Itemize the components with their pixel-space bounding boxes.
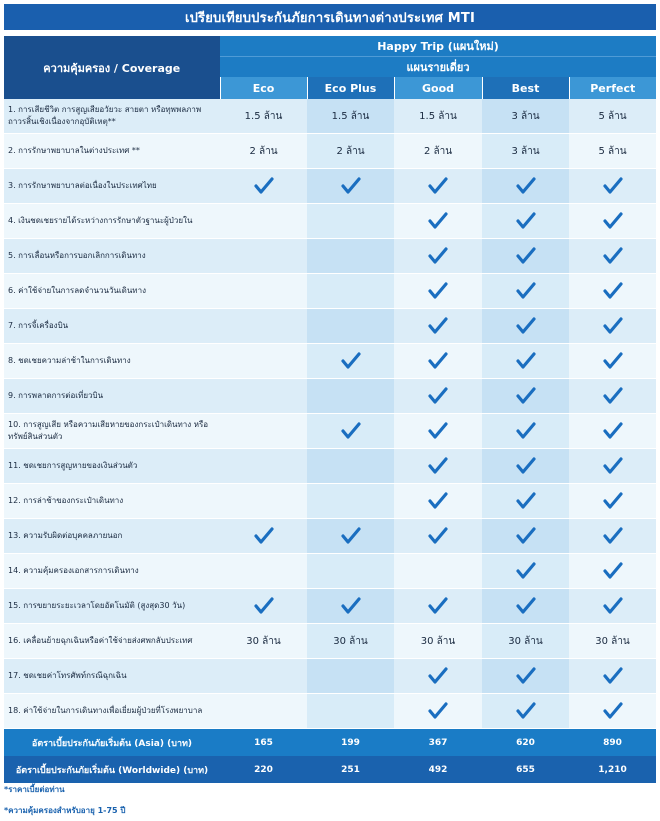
checkmark-icon (394, 344, 482, 379)
coverage-label: 10. การสูญเสีย หรือความเสียหายของกระเป๋าเดินทาง หรือทรัพย์สินส่วนตัว (4, 414, 220, 449)
footnote-age: *ความคุ้มครองสำหรับอายุ 1-75 ปี (4, 806, 126, 815)
coverage-label: 11. ชดเชยการสูญหายของเงินส่วนตัว (4, 449, 220, 484)
coverage-value (307, 239, 394, 274)
coverage-label: 2. การรักษาพยาบาลในต่างประเทศ ** (4, 134, 220, 169)
table-row (4, 519, 656, 554)
checkmark-icon (307, 589, 394, 624)
checkmark-icon (482, 169, 569, 204)
table-row (4, 624, 656, 659)
coverage-value (220, 414, 307, 449)
coverage-value (394, 554, 482, 589)
checkmark-icon (394, 274, 482, 309)
coverage-label: 18. ค่าใช้จ่ายในการเดินทางเพื่อเยี่ยมผู้ป่วยที่โรงพยาบาล (4, 694, 220, 729)
checkmark-icon (220, 169, 307, 204)
coverage-value: 30 ล้าน (394, 624, 482, 659)
checkmark-icon (569, 659, 656, 694)
coverage-label: 8. ชดเชยความล่าช้าในการเดินทาง (4, 344, 220, 379)
checkmark-icon (220, 589, 307, 624)
comparison-table (4, 36, 656, 783)
checkmark-icon (569, 204, 656, 239)
checkmark-icon (394, 309, 482, 344)
checkmark-icon (569, 519, 656, 554)
coverage-value (220, 239, 307, 274)
checkmark-icon (482, 449, 569, 484)
price-value: 655 (482, 756, 569, 783)
checkmark-icon (482, 204, 569, 239)
coverage-value (220, 554, 307, 589)
checkmark-icon (307, 344, 394, 379)
checkmark-icon (569, 589, 656, 624)
checkmark-icon (394, 449, 482, 484)
checkmark-icon (220, 519, 307, 554)
plan-name-header: Happy Trip (แผนใหม่) (220, 36, 656, 57)
footnote-price: *ราคาเบี้ยต่อท่าน (4, 785, 65, 794)
checkmark-icon (394, 379, 482, 414)
coverage-value (220, 309, 307, 344)
checkmark-icon (569, 694, 656, 729)
checkmark-icon (569, 554, 656, 589)
checkmark-icon (307, 414, 394, 449)
coverage-label: 14. ความคุ้มครองเอกสารการเดินทาง (4, 554, 220, 589)
price-value: 220 (220, 756, 307, 783)
coverage-value: 30 ล้าน (307, 624, 394, 659)
checkmark-icon (307, 169, 394, 204)
coverage-value (220, 344, 307, 379)
checkmark-icon (569, 344, 656, 379)
price-value: 367 (394, 729, 482, 757)
checkmark-icon (394, 659, 482, 694)
checkmark-icon (482, 239, 569, 274)
coverage-value (307, 484, 394, 519)
coverage-value (220, 204, 307, 239)
checkmark-icon (569, 414, 656, 449)
table-row (4, 204, 656, 239)
checkmark-icon (482, 344, 569, 379)
price-value: 492 (394, 756, 482, 783)
table-row (4, 379, 656, 414)
checkmark-icon (394, 589, 482, 624)
checkmark-icon (394, 519, 482, 554)
coverage-value (220, 379, 307, 414)
coverage-value (307, 694, 394, 729)
checkmark-icon (482, 274, 569, 309)
coverage-header: ความคุ้มครอง / Coverage (4, 36, 220, 99)
tier-eco-plus: Eco Plus (307, 77, 394, 99)
coverage-label: 1. การเสียชีวิต การสูญเสียอวัยวะ สายตา หรือทุพพลภาพ ถาวรสิ้นเชิงเนื่องจากอุบัติเหตุ** (4, 99, 220, 134)
checkmark-icon (482, 589, 569, 624)
checkmark-icon (569, 239, 656, 274)
tier-eco: Eco (220, 77, 307, 99)
coverage-label: 6. ค่าใช้จ่ายในการลดจำนวนวันเดินทาง (4, 274, 220, 309)
coverage-label: 7. การจี้เครื่องบิน (4, 309, 220, 344)
coverage-value: 2 ล้าน (394, 134, 482, 169)
coverage-value: 3 ล้าน (482, 134, 569, 169)
price-value: 620 (482, 729, 569, 757)
price-value: 890 (569, 729, 656, 757)
coverage-value (220, 274, 307, 309)
coverage-value (307, 379, 394, 414)
table-row (4, 169, 656, 204)
coverage-value (307, 449, 394, 484)
table-row (4, 659, 656, 694)
price-value: 199 (307, 729, 394, 757)
coverage-value: 30 ล้าน (482, 624, 569, 659)
checkmark-icon (569, 274, 656, 309)
coverage-value (307, 204, 394, 239)
checkmark-icon (482, 309, 569, 344)
coverage-value: 30 ล้าน (569, 624, 656, 659)
checkmark-icon (482, 414, 569, 449)
checkmark-icon (394, 414, 482, 449)
coverage-label: 12. การล่าช้าของกระเป๋าเดินทาง (4, 484, 220, 519)
coverage-value (307, 659, 394, 694)
table-row (4, 589, 656, 624)
coverage-label: 4. เงินชดเชยรายได้ระหว่างการรักษาตัวฐานะผู้ป่วยใน (4, 204, 220, 239)
coverage-value: 2 ล้าน (220, 134, 307, 169)
table-row (4, 554, 656, 589)
checkmark-icon (394, 694, 482, 729)
checkmark-icon (569, 484, 656, 519)
tier-best: Best (482, 77, 569, 99)
checkmark-icon (482, 694, 569, 729)
checkmark-icon (482, 554, 569, 589)
table-row (4, 449, 656, 484)
coverage-value (307, 274, 394, 309)
checkmark-icon (569, 169, 656, 204)
page-title: เปรียบเทียบประกันภัยการเดินทางต่างประเทศ MTI (4, 4, 656, 30)
price-value: 165 (220, 729, 307, 757)
checkmark-icon (482, 519, 569, 554)
coverage-value: 1.5 ล้าน (394, 99, 482, 134)
table-row (4, 484, 656, 519)
coverage-label: 15. การขยายระยะเวลาโดยอัตโนมัติ (สูงสุด30 วัน) (4, 589, 220, 624)
coverage-label: 5. การเลื่อนหรือการบอกเลิกการเดินทาง (4, 239, 220, 274)
checkmark-icon (569, 449, 656, 484)
coverage-label: 3. การรักษาพยาบาลต่อเนื่องในประเทศไทย (4, 169, 220, 204)
table-row (4, 239, 656, 274)
checkmark-icon (394, 204, 482, 239)
tier-good: Good (394, 77, 482, 99)
checkmark-icon (482, 659, 569, 694)
coverage-value (220, 659, 307, 694)
coverage-value (220, 449, 307, 484)
coverage-value (307, 554, 394, 589)
table-row (4, 99, 656, 134)
table-row (4, 274, 656, 309)
coverage-value (220, 484, 307, 519)
coverage-value: 5 ล้าน (569, 99, 656, 134)
table-row (4, 134, 656, 169)
table-row (4, 414, 656, 449)
checkmark-icon (482, 379, 569, 414)
checkmark-icon (394, 239, 482, 274)
plan-type-header: แผนรายเดี่ยว (220, 57, 656, 78)
coverage-value: 5 ล้าน (569, 134, 656, 169)
checkmark-icon (394, 169, 482, 204)
coverage-value (307, 309, 394, 344)
price-row (4, 729, 656, 757)
checkmark-icon (307, 519, 394, 554)
coverage-label: 16. เคลื่อนย้ายฉุกเฉินหรือค่าใช้จ่ายส่งศพกลับประเทศ (4, 624, 220, 659)
table-row (4, 309, 656, 344)
coverage-value: 30 ล้าน (220, 624, 307, 659)
checkmark-icon (569, 309, 656, 344)
checkmark-icon (394, 484, 482, 519)
price-value: 251 (307, 756, 394, 783)
checkmark-icon (569, 379, 656, 414)
coverage-value: 1.5 ล้าน (307, 99, 394, 134)
tier-perfect: Perfect (569, 77, 656, 99)
coverage-label: 13. ความรับผิดต่อบุคคลภายนอก (4, 519, 220, 554)
coverage-label: 9. การพลาดการต่อเที่ยวบิน (4, 379, 220, 414)
price-value: 1,210 (569, 756, 656, 783)
coverage-value (220, 694, 307, 729)
table-row (4, 694, 656, 729)
coverage-label: 17. ชดเชยค่าโทรศัพท์กรณีฉุกเฉิน (4, 659, 220, 694)
checkmark-icon (482, 484, 569, 519)
coverage-value: 3 ล้าน (482, 99, 569, 134)
price-label: อัตราเบี้ยประกันภัยเริ่มต้น (Worldwide) (บาท) (4, 756, 220, 783)
coverage-value: 2 ล้าน (307, 134, 394, 169)
table-row (4, 344, 656, 379)
coverage-value: 1.5 ล้าน (220, 99, 307, 134)
price-label: อัตราเบี้ยประกันภัยเริ่มต้น (Asia) (บาท) (4, 729, 220, 757)
